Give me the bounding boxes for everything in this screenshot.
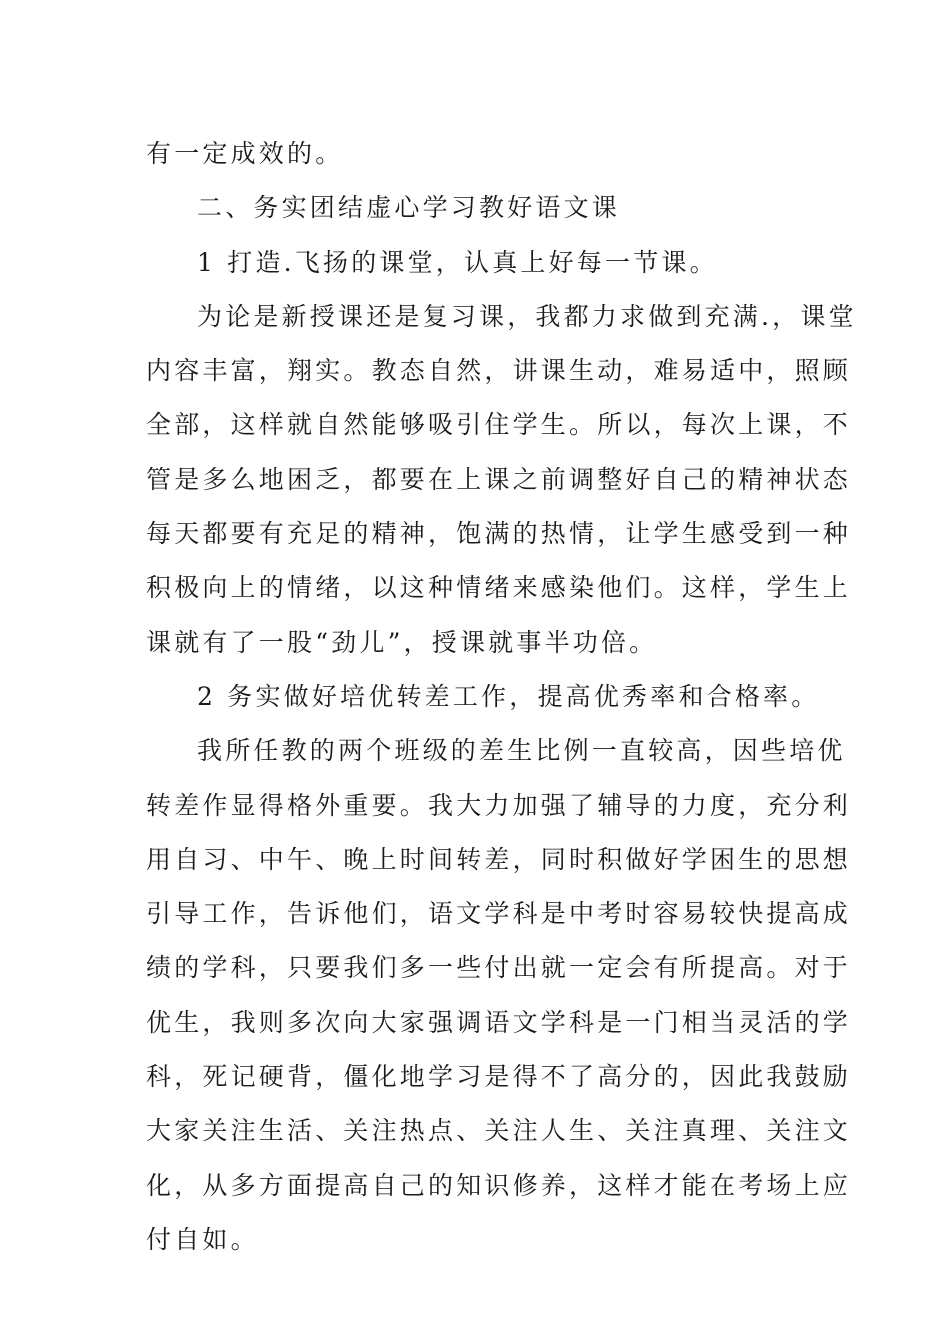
text-line: 付自如。 — [146, 1224, 259, 1254]
document-body — [146, 127, 857, 1267]
text-line: 为论是新授课还是复习课，我都力求做到充满.，课堂 — [197, 301, 857, 331]
text-line: 管是多么地困乏，都要在上课之前调整好自己的精神状态 — [146, 464, 852, 494]
section-heading: 二、务实团结虚心学习教好语文课 — [197, 193, 621, 223]
text-line: 积极向上的情绪，以这种情绪来感染他们。这样，学生上 — [146, 573, 852, 603]
text-line: 内容丰富，翔实。教态自然，讲课生动，难易适中，照顾 — [146, 356, 852, 386]
text-line: 大家关注生活、关注热点、关注人生、关注真理、关注文 — [146, 1116, 852, 1146]
text-line: 全部，这样就自然能够吸引住学生。所以，每次上课，不 — [146, 410, 852, 440]
subsection-heading: 2 务实做好培优转差工作，提高优秀率和合格率。 — [197, 681, 820, 711]
text-line: 每天都要有充足的精神，饱满的热情，让学生感受到一种 — [146, 519, 852, 549]
subsection-heading: 1 打造.飞扬的课堂，认真上好每一节课。 — [197, 247, 718, 277]
text-line: 我所任教的两个班级的差生比例一直较高，因些培优 — [197, 736, 846, 766]
text-line: 化，从多方面提高自己的知识修养，这样才能在考场上应 — [146, 1170, 852, 1200]
text-line: 转差作显得格外重要。我大力加强了辅导的力度，充分利 — [146, 790, 852, 820]
text-line: 引导工作，告诉他们，语文学科是中考时容易较快提高成 — [146, 899, 852, 929]
text-line: 绩的学科，只要我们多一些付出就一定会有所提高。对于 — [146, 953, 852, 983]
text-line: 课就有了一股“劲儿”，授课就事半功倍。 — [146, 627, 658, 657]
text-line: 优生，我则多次向大家强调语文学科是一门相当灵活的学 — [146, 1007, 852, 1037]
text-line: 科，死记硬背，僵化地学习是得不了高分的，因此我鼓励 — [146, 1062, 852, 1092]
text-line: 有一定成效的。 — [146, 139, 344, 168]
text-line: 用自习、中午、晚上时间转差，同时积做好学困生的思想 — [146, 844, 852, 874]
